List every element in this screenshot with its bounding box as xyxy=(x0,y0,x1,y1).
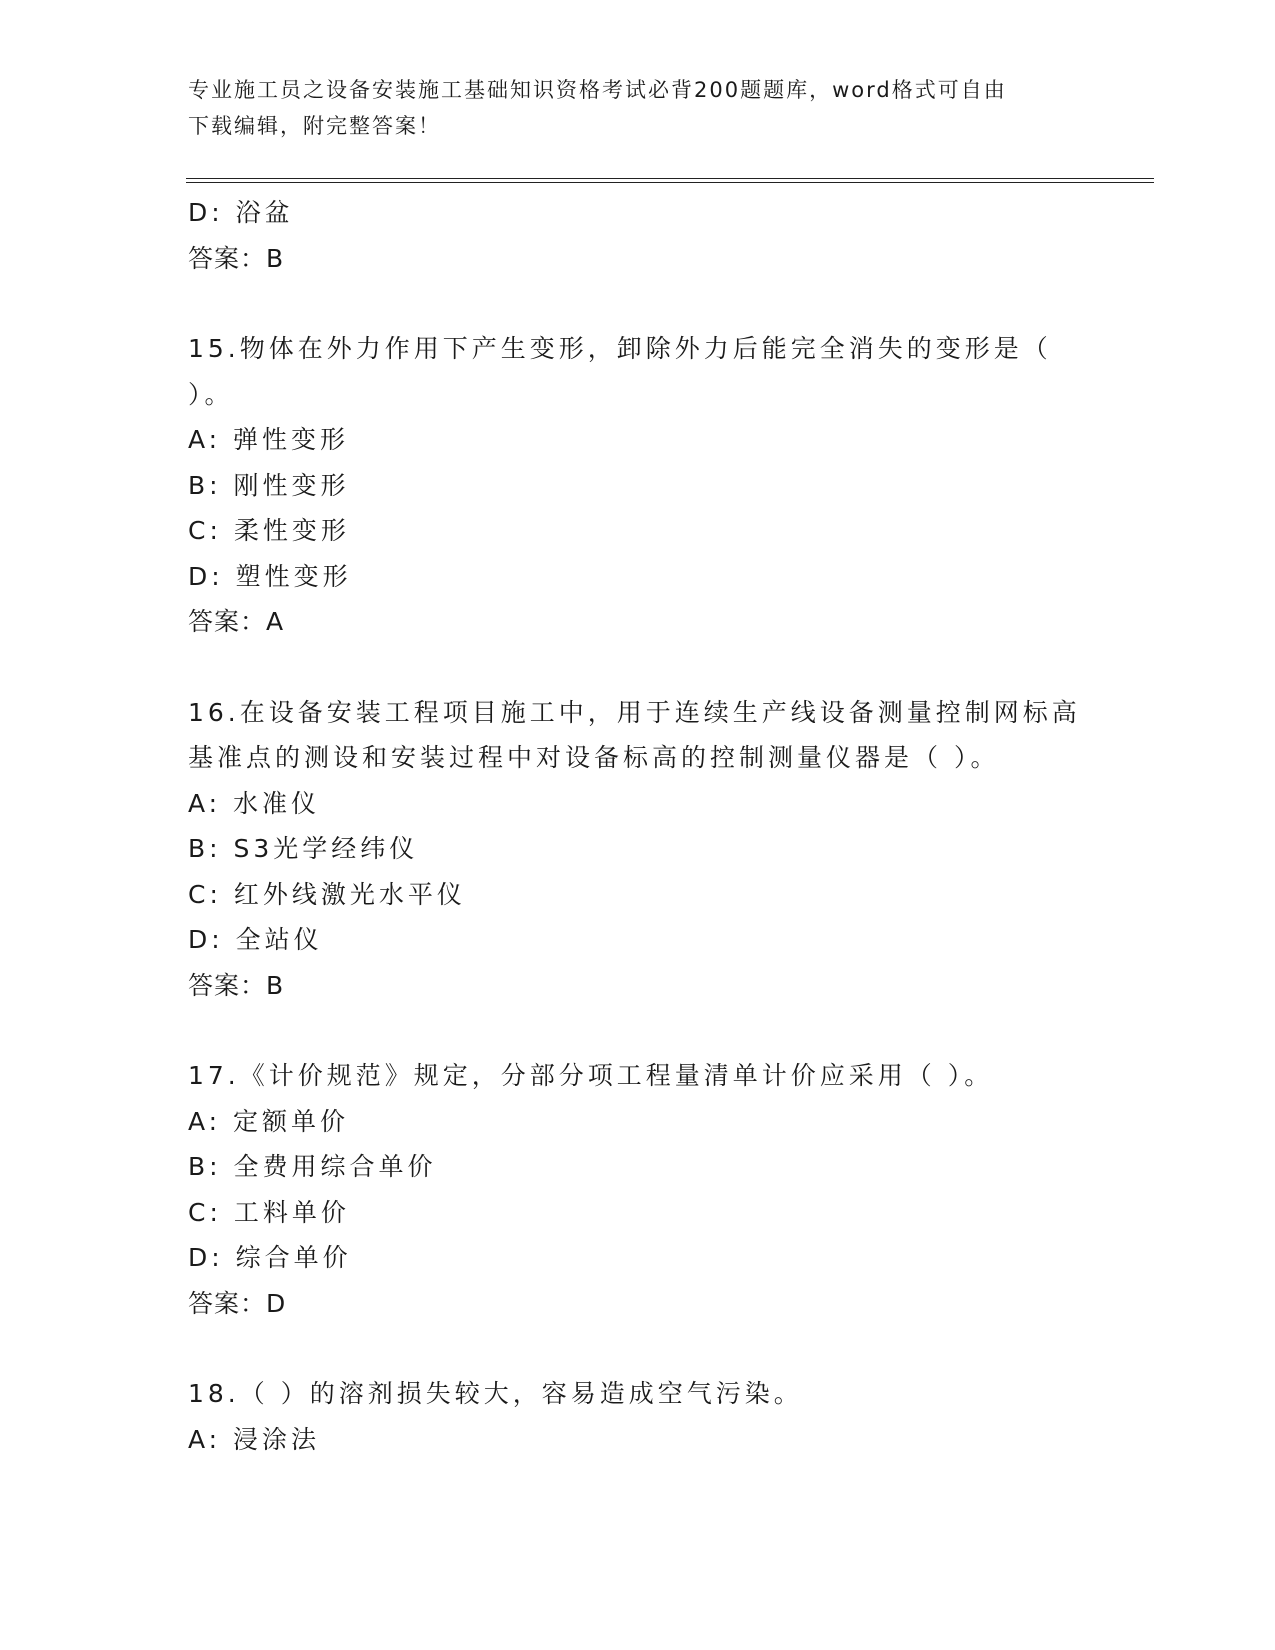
answer-line: 答案：A xyxy=(188,607,285,636)
option-c: C: 红外线激光水平仪 xyxy=(188,879,466,909)
option-b: B: 全费用综合单价 xyxy=(188,1152,437,1181)
question-14-tail xyxy=(188,190,1118,281)
document-header xyxy=(188,72,1088,144)
spacer xyxy=(188,645,1118,690)
option-c: C: 工料单价 xyxy=(188,1197,350,1227)
header-double-rule xyxy=(186,178,1154,183)
question-15 xyxy=(188,326,1118,645)
option-a: A: 浸涂法 xyxy=(188,1424,321,1454)
option-c: C: 柔性变形 xyxy=(188,516,350,545)
spacer xyxy=(188,281,1118,326)
option-a: A: 水准仪 xyxy=(188,788,321,818)
document-body xyxy=(188,190,1118,1462)
header-title-line-2: 下载编辑，附完整答案！ xyxy=(188,114,441,138)
answer-line: 答案：B xyxy=(188,970,285,1000)
question-16 xyxy=(188,690,1118,1009)
option-d: D: 全站仪 xyxy=(188,925,323,954)
question-stem-line-2: 基准点的测设和安装过程中对设备标高的控制测量仪器是（ ）。 xyxy=(188,743,1000,772)
question-stem-line-1: 17.《计价规范》规定，分部分项工程量清单计价应采用（ ）。 xyxy=(188,1061,994,1090)
question-stem-line-1: 15.物体在外力作用下产生变形，卸除外力后能完全消失的变形是（ xyxy=(188,334,1052,363)
question-stem-line-1: 16.在设备安装工程项目施工中，用于连续生产线设备测量控制网标高 xyxy=(188,697,1081,727)
option-a: A: 定额单价 xyxy=(188,1106,350,1136)
answer-line: 答案：D xyxy=(188,1288,287,1318)
question-17 xyxy=(188,1053,1118,1326)
answer-line: 答案：B xyxy=(188,243,285,273)
option-a: A: 弹性变形 xyxy=(188,425,350,454)
question-stem-line-1: 18.（ ）的溶剂损失较大，容易造成空气污染。 xyxy=(188,1379,803,1408)
question-18 xyxy=(188,1371,1118,1462)
option-d: D: 塑性变形 xyxy=(188,561,352,591)
option-d: D: 浴盆 xyxy=(188,198,294,227)
option-d: D: 综合单价 xyxy=(188,1243,352,1272)
spacer xyxy=(188,1326,1118,1371)
option-b: B: 刚性变形 xyxy=(188,470,350,500)
option-b: B: S3光学经纬仪 xyxy=(188,834,419,863)
spacer xyxy=(188,1008,1118,1053)
question-stem-line-2: ）。 xyxy=(188,379,234,409)
header-title-line-1: 专业施工员之设备安装施工基础知识资格考试必背200题题库，word格式可自由 xyxy=(188,78,1007,102)
